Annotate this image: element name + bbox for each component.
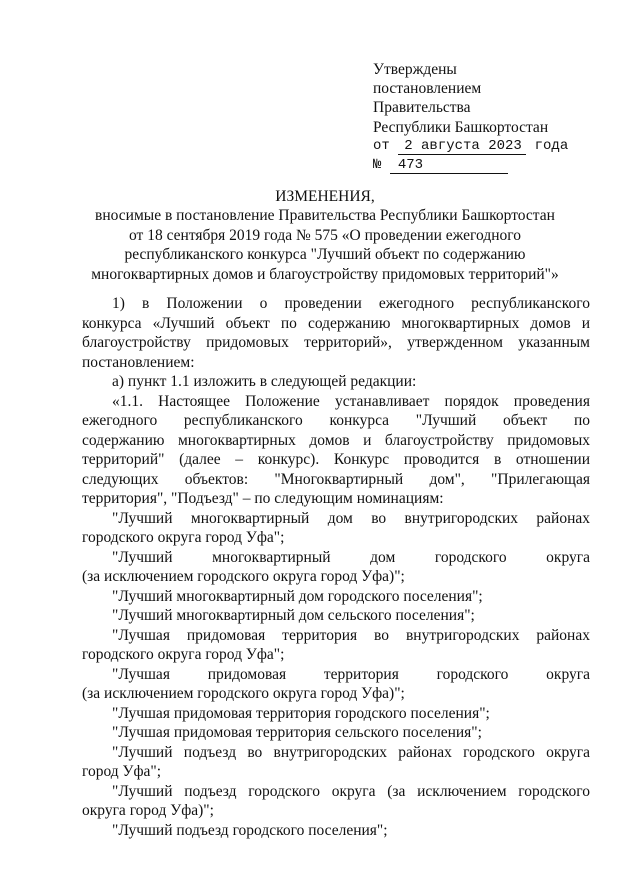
date-suffix: года [534, 137, 569, 154]
body-line: "Лучший многоквартирный дом городского поселения"; [112, 587, 483, 605]
approval-date [373, 137, 568, 156]
body-line: территория", "Подъезд" – по следующим номинациям: [82, 490, 444, 507]
approval-line: Правительства [373, 99, 471, 117]
body-line: благоустройству придомовых территорий», утвержденном указанным [82, 334, 590, 351]
body-line: "Лучшая придомовая территория сельского поселения"; [112, 724, 482, 741]
body-line: городского округа город Уфа"; [82, 646, 285, 663]
body-line: "Лучший многоквартирный дом сельского поселения"; [112, 607, 475, 624]
body-line: содержанию многоквартирных домов и благоустройству придомовых [82, 431, 590, 449]
body-line: а) пункт 1.1 изложить в следующей редакции: [112, 373, 417, 390]
body-line: "Лучший подъезд городского округа (за исключением городского [112, 782, 590, 800]
approval-stamp [373, 60, 568, 175]
body-line: территорий" (далее – конкурс). Конкурс проводится в отношении [82, 451, 590, 468]
body-line: "Лучшая придомовая территория городского округа [112, 665, 590, 683]
title-text: ИЗМЕНЕНИЯ, [275, 188, 375, 205]
subtitle-line: от 18 сентября 2019 года № 575 «О проведении ежегодного [129, 226, 521, 244]
date-value: 2 августа 2023 [398, 139, 526, 155]
body-line: "Лучший многоквартирный дом городского округа [112, 548, 590, 566]
document-subtitle [60, 206, 590, 284]
body-line: городского округа город Уфа"; [82, 529, 285, 546]
body-line: округа город Уфа)"; [82, 802, 214, 819]
document-body [82, 294, 590, 840]
approval-number [373, 156, 568, 175]
body-line: "Лучшая придомовая территория городского поселения"; [112, 704, 490, 722]
body-line: "Лучшая придомовая территория во внутригородских районах [112, 626, 590, 644]
document-title [60, 187, 590, 207]
body-line: ежегодного республиканского конкурса "Лучший объект по [82, 412, 590, 429]
subtitle-line: вносимые в постановление Правительства Республики Башкортостан [95, 207, 555, 224]
number-value: 473 [390, 158, 508, 174]
date-prefix: от [373, 137, 390, 154]
body-line: "Лучший многоквартирный дом во внутригородских районах [112, 509, 590, 527]
body-line: конкурса «Лучший объект по содержанию многоквартирных домов и [82, 314, 590, 332]
subtitle-line: многоквартирных домов и благоустройству придомовых территорий"» [91, 265, 559, 283]
body-line: (за исключением городского округа город Уфа)"; [82, 685, 405, 702]
body-line: "Лучший подъезд во внутригородских районах городского округа [112, 743, 590, 761]
approval-line: постановлением [373, 80, 482, 98]
body-line: (за исключением городского округа город Уфа)"; [82, 568, 405, 585]
number-prefix: № [373, 157, 382, 174]
subtitle-line: республиканского конкурса "Лучший объект по содержанию [124, 246, 526, 264]
approval-line: Республики Башкортостан [373, 118, 549, 136]
body-line: "Лучший подъезд городского поселения"; [112, 821, 388, 839]
body-line: город Уфа"; [82, 763, 162, 780]
body-line: постановлением: [82, 353, 195, 371]
body-line: следующих объектов: "Многоквартирный дом", "Прилегающая [82, 470, 590, 488]
approval-line: Утверждены [373, 61, 457, 78]
body-line: «1.1. Настоящее Положение устанавливает порядок проведения [112, 392, 590, 410]
body-line: 1) в Положении о проведении ежегодного республиканского [112, 295, 590, 312]
